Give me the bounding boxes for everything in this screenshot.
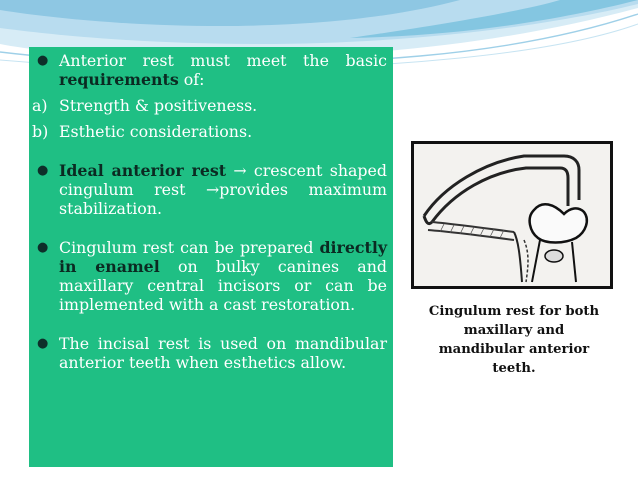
bullet-icon: ● [37, 336, 49, 351]
list-item-a: a) Strength & positiveness. [32, 96, 258, 115]
tooth-drawing [414, 144, 610, 286]
figure-caption: Cingulum rest for both maxillary and mandibular anterior teeth. [428, 304, 600, 376]
bullet-icon: ● [37, 163, 49, 178]
bullet-icon: ● [37, 53, 49, 68]
cingulum-rest-figure [411, 141, 613, 289]
bullet-icon: ● [37, 240, 49, 255]
bullet-incisal-rest: ● The incisal rest is used on mandibular anterior teeth when esthetics allow. [37, 334, 387, 372]
bullet-requirements: ● Anterior rest must meet the basic requirements of: [37, 51, 387, 89]
bullet-ideal-rest: ● Ideal anterior rest → crescent shaped cingulum rest →provides maximum stabilization. [37, 161, 388, 218]
list-item-b: b) Esthetic considerations. [32, 122, 253, 141]
content-panel [29, 47, 393, 467]
bullet-cingulum-rest: ● Cingulum rest can be prepared directly in enamel on bulky canines and maxillary central incisors or can be implemented with a cast restoration. [37, 238, 387, 314]
